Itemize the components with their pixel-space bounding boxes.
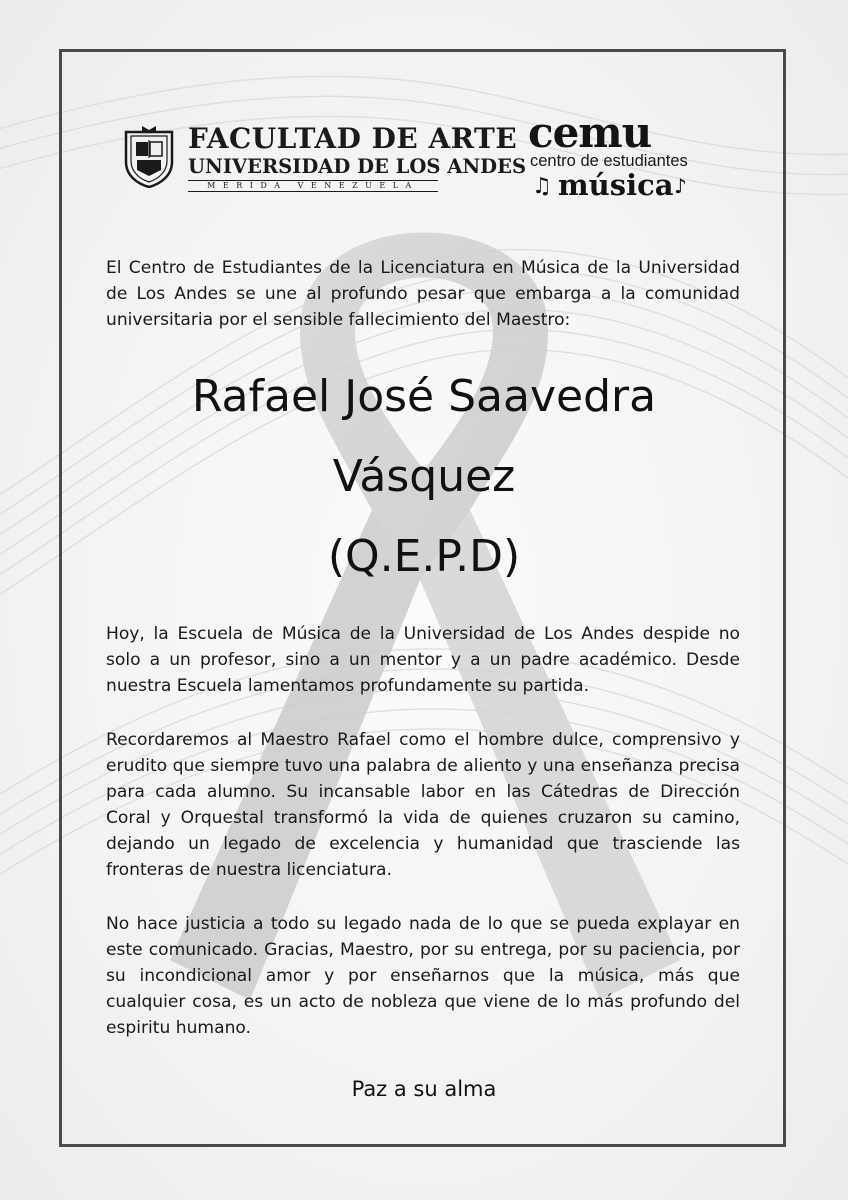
faculty-logo — [122, 122, 527, 192]
location-text: MÉRIDA VENEZUELA — [207, 181, 419, 190]
honoree-name-line2: Vásquez — [332, 451, 516, 502]
cemu-subtitle: centro de estudiantes — [530, 152, 688, 170]
rip-text: (Q.E.P.D) — [327, 531, 521, 582]
music-note-icon: ♫ — [532, 174, 552, 199]
body-paragraph: Hoy, la Escuela de Música de la Universidad de Los Andes despide no solo a un profesor, sino a un mentor y a un padre académico. Desde nuestra Escuela lamentamos profundamente su partida. — [106, 624, 740, 696]
university-name: UNIVERSIDAD DE LOS ANDES — [188, 155, 527, 178]
closing-line: Paz a su alma — [351, 1077, 497, 1101]
university-seal-icon — [122, 124, 176, 188]
location-band — [188, 180, 438, 192]
music-note-icon: ♪ — [674, 174, 687, 198]
cemu-wordmark: cemu — [528, 108, 652, 157]
intro-paragraph: El Centro de Estudiantes de la Licenciatura en Música de la Universidad de Los Andes se une al profundo pesar que embarga a la comunidad universitaria por el sensible fallecimiento del Maestro: — [106, 258, 740, 330]
cemu-logo — [520, 108, 710, 204]
body-paragraph: Recordaremos al Maestro Rafael como el hombre dulce, comprensivo y erudito que siempre tuvo una palabra de aliento y una enseñanza precisa para cada alumno. Su incansable labor en las Cátedras de Dirección Coral y Orquestal transformó la vida de quienes cruzaron su camino, dejando un legado de excelencia y humanidad que trasciende las fronteras de nuestra licenciatura. — [106, 730, 740, 880]
cemu-music-word: música — [558, 168, 674, 202]
honoree-name-line1: Rafael José Saavedra — [191, 371, 657, 422]
faculty-name: FACULTAD DE ARTE — [188, 122, 518, 155]
body-paragraph: No hace justicia a todo su legado nada de lo que se pueda explayar en este comunicado. Gracias, Maestro, por su entrega, por su paciencia, por su incondicional amor y por enseñarnos que la música, más que cualquier cosa, es un acto de nobleza que viene de lo más profundo del espiritu humano. — [106, 914, 740, 1038]
